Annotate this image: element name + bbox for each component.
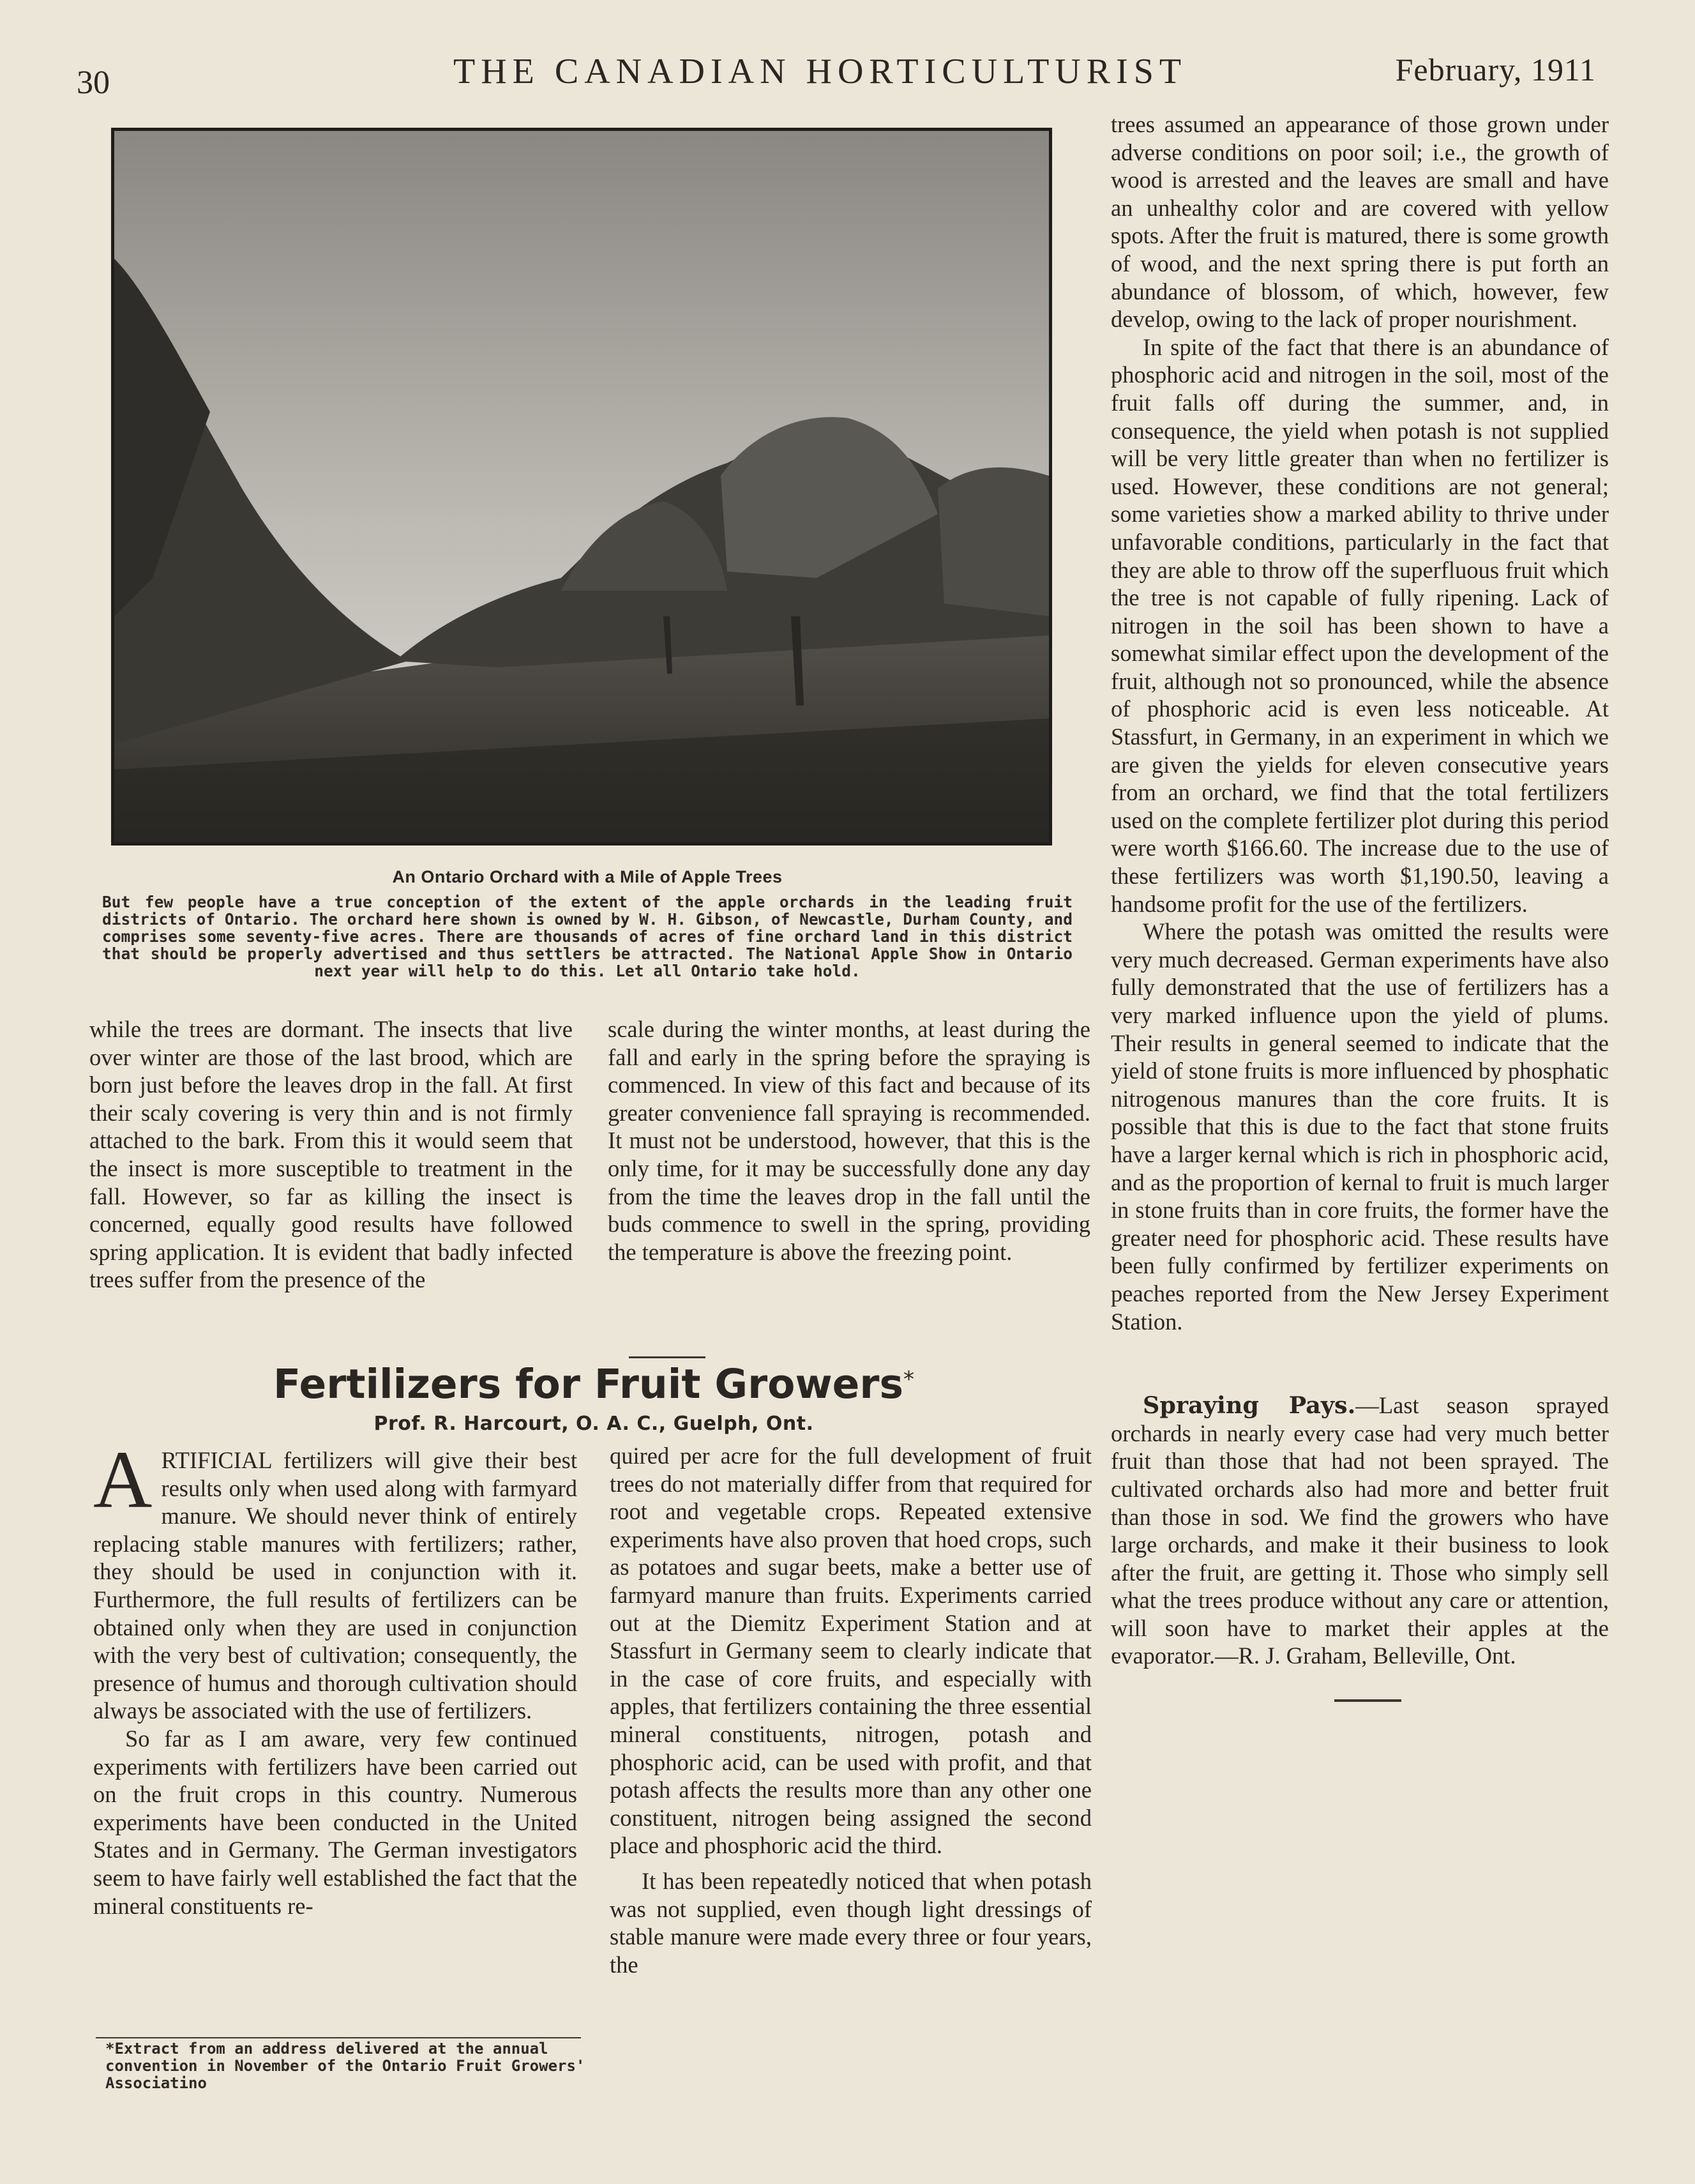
article-column-2: [610, 1442, 1092, 1978]
page-header: [77, 38, 1596, 101]
footnote-rule: [96, 2037, 581, 2038]
column-divider: [1334, 1699, 1401, 1702]
caption-text: But few people have a true conception of the extent of the apple orchards in the leading fruit districts of Ontario. The orchard here shown is owned by W. H. Gibson, of Newcastle, Durham County, and comprises some seventy-five acres. There are thousands of acres of fine orchard land in this district that should be properly advertised and thus settlers be attracted. The National Apple Show in Ontario next year will help to do this. Let all Ontario take hold.: [102, 893, 1073, 980]
spraying-pays-heading: Spraying Pays.: [1143, 1392, 1356, 1420]
article-column-3: [1111, 110, 1609, 1670]
spraying-pays-text: —Last season sprayed orchards in nearly every case had very much better fruit than those that had not been sprayed. The cultivated orchards also had more and better fruit than those in sod. We find the growers who have large orchards, and make it their business to look after the fruit, are getting it. Those who simply sell what the trees produce without any care or attention, will soon have to market their apples at the evaporator.—R. J. Graham, Belleville, Ont.: [1111, 1392, 1609, 1669]
orchard-photo: [111, 128, 1052, 846]
prev-article-column-2: [608, 1015, 1090, 1266]
article-paragraph-4: It has been repeatedly noticed that when potash was not supplied, even though light dressings of stable manure were made every three or four years, the: [610, 1867, 1092, 1978]
drop-cap: A: [93, 1434, 153, 1525]
prev-article-text-1: while the trees are dormant. The insects that live over winter are those of the last brood, which are born just before the leaves drop in the fall. At first their scaly covering is very thin and is not firmly attached to the bark. From this it would seem that the insect is more susceptible to treatment in the fall. However, so far as killing the insect is concerned, equally good results have followed spring application. It is evident that badly infected trees suffer from the presence of the: [89, 1016, 573, 1293]
footnote: *Extract from an address delivered at the annual convention in November of the Ontario Fruit Growers' Associatino: [105, 2040, 585, 2092]
article-paragraph-5: trees assumed an appearance of those grown under adverse conditions on poor soil; i.e., the growth of wood is arrested and the leaves are small and have an unhealthy color and are covered with yellow spots. After the fruit is matured, there is some growth of wood, and the next spring there is put forth an abundance of blossom, of which, however, few develop, owing to the lack of proper nourishment.: [1111, 111, 1609, 333]
article-paragraph-6: In spite of the fact that there is an abundance of phosphoric acid and nitrogen in the soil, most of the fruit falls off during the summer, and, in consequence, the yield when potash is not supplied will be very little greater than when no fertilizer is used. However, these conditions are not general; some varieties show a marked ability to thrive under unfavorable conditions, particularly in the fact that they are able to throw off the superfluous fruit which the tree is not capable of fully ripening. Lack of nitrogen in the soil has been shown to have a somewhat similar effect upon the development of the fruit, although not so pronounced, while the absence of phosphoric acid is even less noticeable. At Stassfurt, in Germany, in an experiment in which we are given the yields for eleven consecutive years from an orchard, we find that the total fertilizers used on the complete fertilizer plot during this period were worth $166.60. The increase due to the use of these fertilizers was worth $1,190.50, leaving a handsome profit for the use of the fertilizers.: [1111, 333, 1609, 917]
article-paragraph-7: Where the potash was omitted the results were very much decreased. German experiments have also fully demonstrated that the use of fertilizers has a very marked influence upon the yield of plums. Their results in general seemed to indicate that the yield of stone fruits is more influenced by phosphatic nitrogenous manures than the core fruits. It is possible that this is due to the fact that stone fruits have a larger kernal which is rich in phosphoric acid, and as the proportion of kernal to fruit is much larger in stone fruits than in core fruits, the former have the greater need for phosphoric acid. These results have been fully confirmed by fertilizer experiments on peaches reported from the New Jersey Experiment Station.: [1111, 918, 1609, 1335]
article-paragraph-1: RTIFICIAL fertilizers will give their best results only when used along with farmyard manure. We should never think of entirely replacing stable manures with fertilizers; rather, they should be used in conjunction with it. Furthermore, the full results of fertilizers can be obtained only when they are used in conjunction with the very best of cultivation; consequently, the presence of humus and thorough cultivation should always be associated with the use of fertilizers.: [93, 1447, 577, 1724]
magazine-title: THE CANADIAN HORTICULTURIST: [453, 52, 1187, 91]
page-number: 30: [77, 64, 110, 101]
prev-article-column-1: [89, 1015, 573, 1294]
photo-caption: [102, 867, 1073, 980]
article-paragraph-2: So far as I am aware, very few continued experiments with fertilizers have been carried out on the fruit crops in this country. Numerous experiments have been conducted in the United States and in Germany. The German investigators seem to have fairly well established the fact that the mineral constituents re-: [93, 1725, 577, 1919]
headline-text: Fertilizers for Fruit Growers: [273, 1361, 903, 1407]
article-paragraph-3: quired per acre for the full development of fruit trees do not materially differ from that required for root and vegetable crops. Repeated extensive experiments have also proven that hoed crops, such as potatoes and sugar beets, make a better use of farmyard manure than fruits. Experiments carried out at the Diemitz Experiment Station and at Stassfurt in Germany seem to clearly indicate that in the case of core fruits, and especially with apples, that fertilizers containing the three essential mineral constituents, nitrogen, potash and phosphoric acid, can be used with profit, and that potash affects the results more than any other one constituent, nitrogen being assigned the second place and phosphoric acid the third.: [610, 1443, 1092, 1859]
headline-footnote-mark: *: [903, 1367, 914, 1392]
article-byline: Prof. R. Harcourt, O. A. C., Guelph, Ont.: [373, 1413, 814, 1435]
article-column-1: [93, 1434, 577, 1920]
section-divider: [629, 1356, 705, 1358]
prev-article-text-2: scale during the winter months, at least during the fall and early in the spring before the spraying is commenced. In view of this fact and because of its greater convenience fall spraying is recommended. It must not be understood, however, that this is the only time, for it may be successfully done any day from the time the leaves drop in the fall until the buds commence to swell in the spring, providing the temperature is above the freezing point.: [608, 1016, 1090, 1265]
caption-title: An Ontario Orchard with a Mile of Apple Trees: [392, 867, 783, 886]
issue-date: February, 1911: [1395, 52, 1596, 87]
article-headline: [96, 1359, 1092, 1410]
